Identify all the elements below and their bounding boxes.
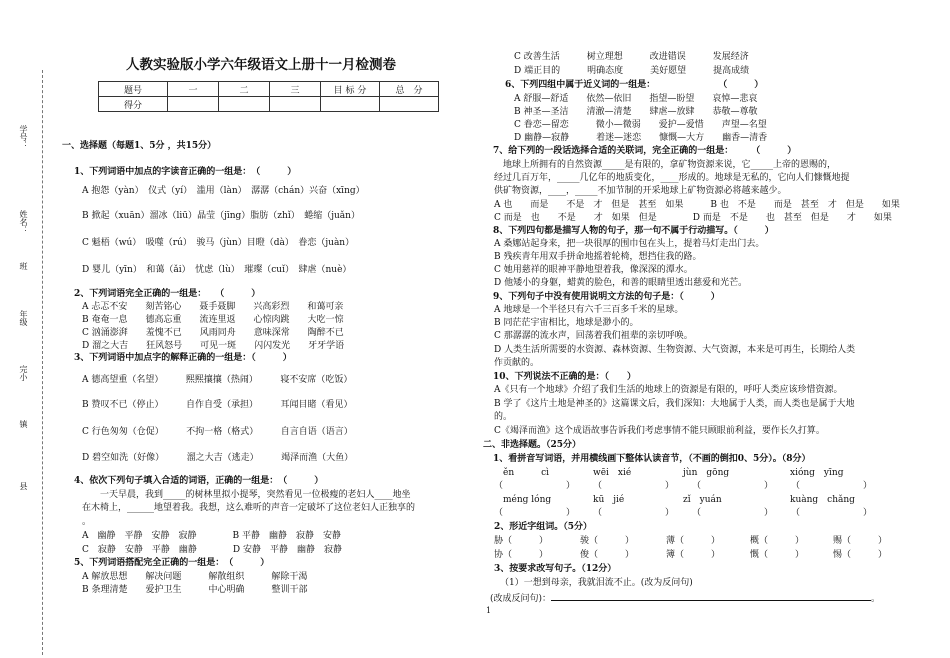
option-line: C 而是 也 不是 才 如果 但是 D 而是 不是 也 甚至 但是 才 如果 [494, 213, 892, 223]
option-line: B 同茫茫宇宙相比，地球是渺小的。 [494, 318, 639, 328]
question-stem: 4、依次下列句子填入合适的词语，正确的一组是： （ ） [74, 476, 324, 486]
option-line: D 溜之大吉 狂风怒号 可见一斑 闪闪发光 牙牙学语 [82, 341, 345, 351]
rewrite-label: (改成反问句)： [490, 594, 552, 604]
question-stem: 9、下列句子中没有使用说明文方法的句子是：（ ） [493, 292, 720, 302]
option-line: A 舒服—舒适 依然—依旧 指望—盼望 哀悼—悲哀 [514, 94, 758, 104]
question-stem: 10、下列说法不正确的是：（ ） [493, 372, 637, 382]
answer-bracket-row[interactable]: （ ） （ ） （ ） （ ） [494, 481, 873, 491]
option-line: A 忐忑不安 刻苦铭心 聂手聂脚 兴高彩烈 和蔼可亲 [82, 302, 344, 312]
score-cell[interactable] [380, 97, 439, 112]
score-row-label: 得分 [99, 97, 168, 112]
passage-line: 地球上所拥有的自然资源_____是有限的，拿矿物资源来说，它_____上帝的恩赐的， [494, 160, 837, 170]
option-line: C 寂静 安静 平静 幽静 D 安静 平静 幽静 寂静 [82, 545, 342, 555]
option-line: C 魁梧（wú） 吸噬（rú） 骏马（jùn）目瞪（dà） 眷恋（juàn） [82, 238, 355, 248]
passage-line: 。 [82, 517, 92, 527]
option-line: B 掀起（xuān）溜冰（liū）晶莹（jīng）脂肪（zhǐ） 蜷缩（juǎn） [82, 211, 360, 221]
option-line: D 他矮小的身躯，蜡黄的脸色，和善的眼睛里透出慈爱和光芒。 [494, 278, 748, 288]
option-line: A 桑娜站起身来，把一块很厚的围巾包在头上，提着马灯走出门去。 [494, 239, 765, 249]
score-header-cell: 二 [219, 82, 270, 97]
page-title: 人教实验版小学六年级语文上册十一月检测卷 [126, 57, 396, 73]
answer-underline[interactable] [551, 591, 871, 601]
char-item[interactable]: 胁（ ） [494, 536, 549, 546]
option-line: A 地球是一个半径只有六千三百多千米的星球。 [494, 305, 684, 315]
side-label-town: 镇 [19, 420, 28, 428]
score-header-cell: 三 [270, 82, 321, 97]
passage-line: 一天早晨，我到_____的树林里拟小提琴，突然看见一位极瘦的老妇人____地坐 [82, 490, 411, 500]
pinyin: jùn gōng [683, 468, 730, 478]
option-line: 的。 [494, 412, 513, 422]
question-stem: 3、下列词语中加点字的解释正确的一组是：（ ） [74, 353, 292, 363]
char-item[interactable]: 慨（ ） [750, 550, 805, 560]
option-line: B 残疾青年用双手拼命地摇着轮椅，想挡住我的路。 [494, 252, 702, 262]
option-line: C 行色匆匆（仓促） 不拘一格（格式） 自言自语（语言） [82, 427, 353, 437]
side-label-school: 完小 [19, 365, 28, 381]
question-stem: 2、下列词语完全正确的一组是： （ ） [74, 289, 261, 299]
pinyin: kuàng chǎng [790, 495, 855, 505]
rewrite-answer-line: (改成反问句)： 。 [490, 591, 880, 604]
section-heading: 一、选择题（每题1、5分 ，共15分） [62, 141, 217, 151]
option-line: D 婴儿（yīn） 和蔼（ǎi） 忧虑（lù） 璀璨（cuǐ） 肆虐（nuè） [82, 265, 352, 275]
passage-line: 在木椅上，______地望着我。我想，这么难听的声音一定破坏了这位老妇人正独享的 [82, 503, 416, 513]
option-line: A 解放思想 解决问题 解散组织 解除干渴 [82, 572, 308, 582]
page-number: 1 [486, 606, 492, 615]
option-line: B 赞叹不已（停止） 自作自受（承担） 耳闻目睹（看见） [82, 400, 353, 410]
char-item[interactable]: 薄（ ） [666, 536, 721, 546]
pinyin: wēi xié [593, 468, 632, 478]
option-line: C 她用慈祥的眼神平静地望着我，像深深的潭水。 [494, 265, 693, 275]
question-stem: 1、看拼音写词语，并用横线画下整体认读音节，（不画的倒扣0、5分）。（8分） [493, 454, 811, 464]
option-line: A 德高望重（名望） 熙熙攘攘（热闹） 寝不安席（吃饭） [82, 375, 353, 385]
pinyin: kū jié [593, 495, 625, 505]
side-label-student-id: 学号： [19, 125, 28, 149]
side-label-grade: 年级 [19, 310, 28, 326]
score-header-cell: 总 分 [380, 82, 439, 97]
option-line: B 神圣—圣洁 清澈—清楚 肆虐—放肆 恭敬—尊敬 [514, 107, 758, 117]
score-cell[interactable] [168, 97, 219, 112]
option-line: C 汹涌澎湃 羞愧不已 风雨同舟 意味深常 陶醉不已 [82, 328, 344, 338]
option-line: C《竭泽而渔》这个成语故事告诉我们考虑事情不能只顾眼前利益，要作长久打算。 [494, 426, 825, 436]
option-line: A《只有一个地球》介绍了我们生活的地球上的资源是有限的，呼吁人类应该珍惜资源。 [494, 385, 843, 395]
side-label-name: 姓名： [19, 210, 28, 234]
pinyin: ěn cì [503, 468, 550, 478]
option-line: B 条理清楚 爱护卫生 中心明确 整训干部 [82, 585, 308, 595]
option-line: D 碧空如洗（好像） 溜之大吉（逃走） 竭泽而渔（大鱼） [82, 453, 354, 463]
option-line: B 奄奄一息 德高忘重 流连里返 心惊肉跳 大吃一惊 [82, 315, 344, 325]
char-item[interactable]: 俊（ ） [580, 550, 635, 560]
option-line: 作贡献的。 [494, 358, 540, 368]
passage-line: 供矿物资源，____，_____不加节制的开采地球上矿物资源必将越来越少。 [494, 186, 787, 196]
passage-line: 经过几百万年，_____几亿年的地质变化，____形成的。地球是无私的，它向人们慷慨地提 [494, 173, 850, 183]
side-label-class: 班 [19, 262, 28, 270]
char-item[interactable]: 骏（ ） [580, 536, 635, 546]
option-line: A 抱怨（yàn） 仪式（yí） 滥用（làn） 潺潺（chán）兴奋（xīng） [82, 186, 365, 196]
question-stem: 7、给下列的一段话选择合适的关联词，完全正确的一组是： （ ） [493, 146, 797, 156]
section-heading: 二、非选择题。（25分） [483, 440, 582, 450]
pinyin: zǐ yuán [683, 495, 722, 505]
char-item[interactable]: 概（ ） [750, 536, 805, 546]
question-stem: 8、下列四句都是描写人物的句子，那一句不属于行动描写。（ ） [493, 226, 774, 236]
option-line: A 幽静 平静 安静 寂静 B 平静 幽静 寂静 安静 [82, 531, 341, 541]
score-cell[interactable] [219, 97, 270, 112]
option-line: D 人类生活所需要的水资源、森林资源、生物资源、大气资源，本来是可再生，长期给人类 [494, 345, 856, 355]
score-header-cell: 一 [168, 82, 219, 97]
score-header-cell: 题号 [99, 82, 168, 97]
char-item[interactable]: 簿（ ） [666, 550, 721, 560]
question-stem: 5、下列词语搭配完全正确的一组是： （ ） [74, 558, 270, 568]
option-line: B 学了《这片土地是神圣的》这篇课文后，我们深知：大地属于人类，而人类也是属于大地 [494, 399, 855, 409]
option-line: C 眷恋—留恋 微小—微弱 爱护—爱惜 声望—名望 [514, 120, 767, 130]
score-cell[interactable] [270, 97, 321, 112]
side-label-county: 县 [19, 482, 28, 490]
score-header-cell: 目 标 分 [321, 82, 380, 97]
score-cell[interactable] [321, 97, 380, 112]
rewrite-prompt: （1）一想到母亲，我就泪流不止。(改为反问句) [500, 578, 693, 588]
char-item[interactable]: 赐（ ） [833, 536, 888, 546]
question-stem: 3、按要求改写句子。（12分） [494, 564, 617, 574]
pinyin: xióng yīng [790, 468, 844, 478]
question-stem: 2、形近字组词。（5分） [494, 522, 593, 532]
option-line: C 改善生活 树立理想 改进错误 发展经济 [514, 52, 749, 62]
char-item[interactable]: 协（ ） [494, 550, 549, 560]
question-stem: 1、下列词语中加点的字读音正确的一组是： （ ） [74, 167, 297, 177]
option-line: D 幽静—寂静 着迷—迷恋 慷慨—大方 幽香—清香 [514, 133, 768, 143]
option-line: C 那潺潺的流水声，回荡着我们祖辈的亲切呼唤。 [494, 331, 693, 341]
option-line: A 也 而是 不是 才 但是 甚至 如果 B 也 不是 而是 甚至 才 但是 如果 [494, 200, 900, 210]
binding-line [42, 70, 43, 655]
score-table [98, 81, 439, 112]
answer-bracket-row[interactable]: （ ） （ ） （ ） （ ） [494, 508, 873, 518]
question-stem: 6、下列四组中属于近义词的一组是： （ ） [505, 80, 764, 90]
pinyin: méng lóng [503, 495, 552, 505]
char-item[interactable]: 惕（ ） [833, 550, 888, 560]
option-line: D 端正目的 明确态度 美好愿望 提高成绩 [514, 66, 750, 76]
